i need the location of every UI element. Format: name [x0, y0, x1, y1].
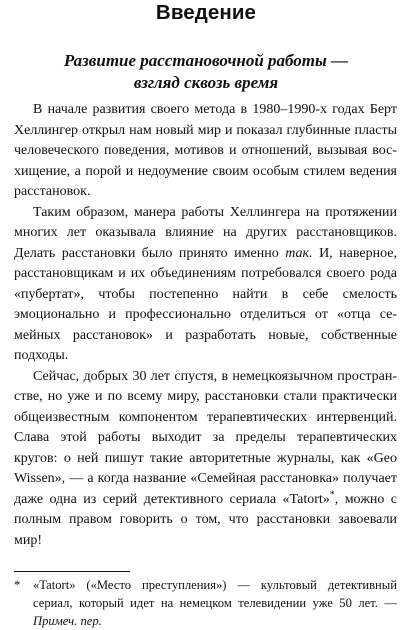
- paragraph-3: [14, 367, 397, 552]
- chapter-title: Введение: [155, 1, 257, 24]
- footnote-marker: *: [14, 578, 21, 592]
- footnote-divider: [14, 571, 130, 572]
- paragraph-2: [14, 203, 397, 367]
- paragraph-3-text-end: , можно с полным правом говорить о том, что расстановки завоевали мир!: [14, 491, 397, 548]
- paragraph-1: В начале развития своего метода в 1980–1990-х годах Берт Хеллингер открыл нам новый мир и показал глубинные пласты человеческого поведения, мотивов и отношений, вызывая восхищение, а порой и недоумение своим особым стилем ведения расстановок.: [14, 102, 397, 199]
- footnote-body: «Tatort» («Место преступления») — культовый детективный сериал, который идет на немецком телевидении уже 50 лет. —: [33, 578, 397, 610]
- footnote-text: [33, 576, 397, 630]
- paragraph-2-emphasis: так.: [285, 245, 313, 261]
- footnote: [14, 576, 397, 630]
- paragraph-2-text-end: И, наверное, расстановщикам и их объединениям потребовался своего рода «пубертат», чтобы постепенно найти в себе смелость эмоционально и профессионально отделиться от «отца семейных расстановок» и разработать новые, собственные подходы.: [14, 245, 398, 363]
- footnote-reference-mark: *: [329, 488, 335, 500]
- footnote-attribution: Примеч. пер.: [33, 614, 102, 628]
- paragraph-3-text-start: Сейчас, добрых 30 лет спустя, в немецкоязычном пространстве, но уже и по всему миру, расстановки стали практически общеизвестным компонентом терапевтических интервенций. Слава этой работы выходит за пределы терапевтических кругов: о ней пишут такие авторитетные журналы, как «Geo Wissen», — а когда название «Семейная расстановка» получает даже одна из серий детективного сериала «Tatort»: [14, 368, 397, 507]
- section-title-line-2: взгляд сквозь время: [133, 73, 279, 92]
- paragraph-2-text-start: Таким образом, манера работы Хеллингера на протяжении многих лет оказывала влияние на других расстановщиков. Делать расстановки было принято именно: [14, 204, 397, 261]
- body-text: [14, 100, 397, 551]
- section-title-line-1: Развитие расстановочной работы —: [63, 51, 349, 70]
- section-title: [0, 50, 412, 94]
